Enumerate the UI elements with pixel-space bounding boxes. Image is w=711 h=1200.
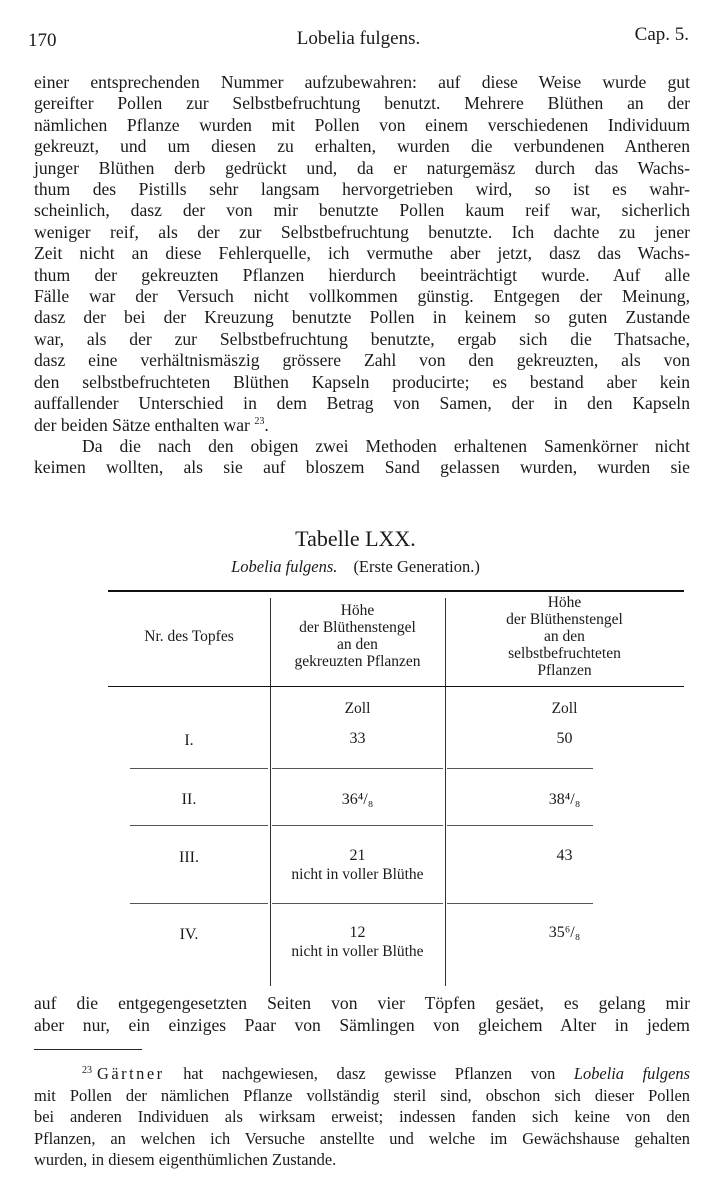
- cell-crossed: [270, 923, 445, 961]
- row-separator: [447, 903, 593, 904]
- header-pot-number: Nr. des Topfes: [144, 628, 234, 645]
- footnote-line: mit Pollen der nämlichen Pflanze vollständig steril sind, obschon sich dieser Pollen: [34, 1085, 690, 1105]
- text-line: auffallender Unterschied in dem Betrag von Samen, der in den Kapseln: [34, 393, 690, 414]
- header-crossed-height: [270, 602, 445, 670]
- footnote-line: bei anderen Individuen als wirksam erweist; indessen fanden sich keine von den: [34, 1107, 690, 1127]
- row-separator: [447, 768, 593, 769]
- text-line: auf die entgegengesetzten Seiten von vier Töpfen gesäet, es gelang mir: [34, 993, 690, 1013]
- text-line: einer entsprechenden Nummer aufzubewahren: auf diese Weise wurde gut: [34, 72, 690, 92]
- body-text-after-table: [34, 992, 690, 1036]
- header-line: Höhe: [547, 594, 582, 611]
- running-title: Lobelia fulgens.: [296, 28, 421, 49]
- cell-pot: IV.: [179, 926, 199, 943]
- text-line: Da die nach den obigen zwei Methoden erhaltenen Samenkörner nicht: [82, 435, 690, 456]
- header-line: an den: [544, 628, 585, 645]
- footnote-author: Gärtner: [97, 1064, 165, 1083]
- footnote-line: Pflanzen, an welchen ich Versuche anstellte und welche im Gewächshause gehalten: [34, 1128, 690, 1148]
- text-line: weniger reif, als der zur Selbstbefruchtung benutzte. Ich dachte zu jener: [34, 221, 690, 242]
- text-line: Zeit nicht an diese Fehlerquelle, ich vermuthe aber jetzt, dasz das Wachs-: [34, 243, 690, 264]
- header-line: Höhe: [340, 602, 375, 619]
- cell-crossed: 33: [349, 730, 366, 747]
- header-line: selbstbefruchteten: [508, 645, 621, 662]
- text-line: aber nur, ein einziges Paar von Sämlingen von gleichem Alter in jedem: [34, 1015, 690, 1035]
- table-subtitle: [0, 557, 711, 577]
- cell-pot: I.: [184, 732, 194, 749]
- crossed-note: nicht in voller Blüthe: [291, 943, 424, 960]
- text-line: gekreuzt, und um diesen zu erhalten, wurden die verbundenen Antheren: [34, 136, 690, 157]
- text-line: [34, 415, 690, 436]
- text-line: Fälle war der Versuch nicht vollkommen günstig. Entgegen der Meinung,: [34, 286, 690, 307]
- text-line: nämlichen Pflanze wurden mit Pollen von einem verschiedenen Individuum: [34, 114, 690, 135]
- unit-self: Zoll: [551, 700, 578, 717]
- text-line: thum der gekreuzten Pflanzen hierdurch beeinträchtigt wurde. Auf alle: [34, 264, 690, 285]
- row-separator: [130, 825, 268, 826]
- header-line: gekreuzten Pflanzen: [294, 653, 421, 670]
- text-line: scheinlich, dasz der von mir benutzte Pollen kaum reif war, sicherlich: [34, 200, 690, 221]
- text-line: dasz eine verhältnismäszig grössere Zahl von den gekreuzten, als von: [34, 350, 690, 371]
- cell-pot: III.: [179, 849, 199, 866]
- row-separator: [130, 903, 268, 904]
- data-table: [108, 590, 684, 988]
- last-line-text: der beiden Sätze enthalten war: [34, 414, 250, 435]
- body-text: [34, 72, 690, 479]
- cell-self: 50: [556, 730, 573, 747]
- text-line: junger Blüthen derb gedrückt und, da er naturgemäsz durch das Wachs-: [34, 157, 690, 178]
- header-self-height: [445, 594, 684, 679]
- cell-self: 35⁶/₈: [548, 924, 581, 941]
- row-separator: [130, 768, 268, 769]
- table-species: Lobelia fulgens.: [231, 557, 338, 576]
- footnote: [34, 1063, 690, 1171]
- row-separator: [272, 768, 443, 769]
- header-line: an den: [337, 636, 378, 653]
- table-header-rule: [108, 686, 684, 687]
- text-line: den selbstbefruchteten Blüthen Kapseln producirte; es bestand aber kein: [34, 371, 690, 392]
- header-line: Pflanzen: [537, 662, 592, 679]
- footnote-rule: [34, 1049, 142, 1050]
- footnote-reference[interactable]: 23: [254, 415, 265, 427]
- text-line: dasz der bei der Kreuzung benutzte Pollen in keinem so guten Zustande: [34, 307, 690, 328]
- footnote-species: Lobelia fulgens: [573, 1064, 690, 1083]
- cell-crossed: 36⁴/₈: [341, 791, 374, 808]
- header-line: der Blüthenstengel: [299, 619, 416, 636]
- paragraph-new: [34, 436, 690, 479]
- table-top-rule: [108, 590, 684, 592]
- text-line: war, als der zur Selbstbefruchtung benutzte, ergab sich die Thatsache,: [34, 328, 690, 349]
- footnote-number: 23: [82, 1065, 92, 1076]
- text-line: keimen wollten, als sie auf bloszem Sand gelassen wurden, wurden sie: [34, 457, 690, 478]
- crossed-value: 12: [349, 924, 366, 941]
- chapter-label: Cap. 5.: [634, 24, 689, 45]
- row-separator: [447, 825, 593, 826]
- footnote-line: wurden, in diesem eigenthümlichen Zustande.: [34, 1150, 337, 1170]
- cell-crossed: [270, 846, 445, 884]
- table-generation: (Erste Generation.): [353, 557, 480, 576]
- unit-crossed: Zoll: [344, 700, 371, 717]
- footnote-line: [34, 1063, 690, 1085]
- row-separator: [272, 903, 443, 904]
- header-line: der Blüthenstengel: [506, 611, 623, 628]
- footnote-text: hat nachgewiesen, dasz gewisse Pflanzen von: [183, 1064, 556, 1083]
- running-header: [28, 24, 689, 52]
- last-line-punct: .: [264, 414, 269, 435]
- page-number: 170: [28, 30, 57, 51]
- crossed-value: 21: [349, 847, 366, 864]
- cell-self: 38⁴/₈: [548, 791, 581, 808]
- cell-self: 43: [556, 847, 573, 864]
- text-line: thum des Pistills sehr langsam hervorgetrieben wird, so ist es wahr-: [34, 179, 690, 200]
- paragraph-continued: [34, 72, 690, 436]
- cell-pot: II.: [181, 791, 197, 808]
- text-line: gereifter Pollen zur Selbstbefruchtung benutzt. Mehrere Blüthen an der: [34, 93, 690, 114]
- row-separator: [272, 825, 443, 826]
- crossed-note: nicht in voller Blüthe: [291, 866, 424, 883]
- table-title: Tabelle LXX.: [295, 526, 416, 551]
